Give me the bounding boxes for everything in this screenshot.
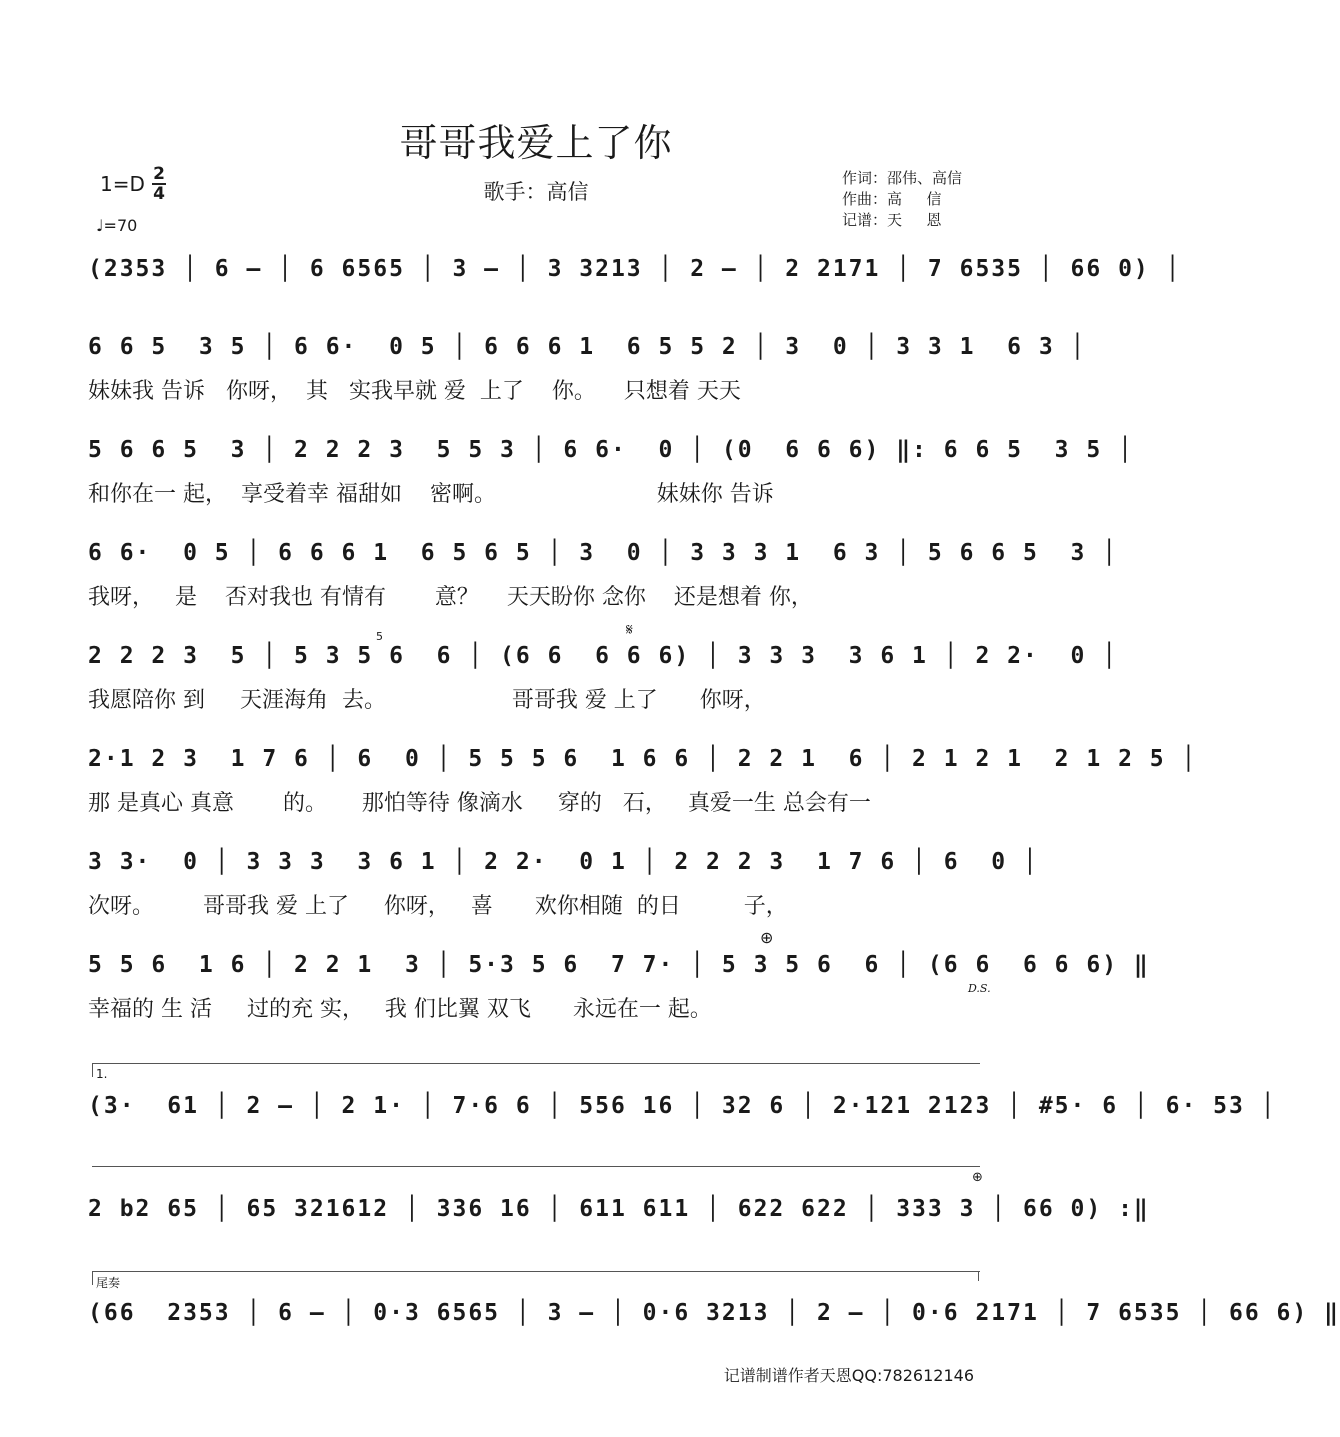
coda-symbol: ⊕ xyxy=(760,928,774,947)
coda-symbol-2: ⊕ xyxy=(972,1170,983,1185)
lyrics-row-7: 次呀。 哥哥我 爱 上了 你呀， 喜 欢你相随 的日 子， xyxy=(88,894,788,919)
time-signature-bottom: 4 xyxy=(153,184,165,204)
notation-row-7: 3 3· 0 │ 3 3 3 3 6 1 │ 2 2· 0 1 │ 2 2 2 3 1 7 6 │ 6 0 │ xyxy=(88,849,1039,875)
composer: 作曲：高 信 xyxy=(842,190,942,208)
outro-tick xyxy=(92,1271,93,1285)
volta-tick xyxy=(92,1063,93,1077)
song-title: 哥哥我爱上了你 xyxy=(399,121,673,165)
notation-row-3: 5 6 6 5 3 │ 2 2 2 3 5 5 3 │ 6 6· 0 │ (0 6 6 6) ‖: 6 6 5 3 5 │ xyxy=(88,437,1134,463)
notation-row-2: 6 6 5 3 5 │ 6 6· 0 5 │ 6 6 6 1 6 5 5 2 │ 3 0 │ 3 3 1 6 3 │ xyxy=(88,334,1087,360)
outro-line xyxy=(92,1271,980,1272)
footer-credit: 记谱制谱作者天恩QQ:782612146 xyxy=(723,1366,974,1385)
notation-row-1: (2353 │ 6 – │ 6 6565 │ 3 – │ 3 3213 │ 2 – │ 2 2171 │ 7 6535 │ 66 0) │ xyxy=(88,256,1182,282)
outro-label: 尾奏 xyxy=(96,1276,121,1290)
notation-row-8: 5 5 6 1 6 │ 2 2 1 3 │ 5·3 5 6 7 7· │ 5 3 5 6 6 │ (6 6 6 6 6) ‖ xyxy=(88,952,1150,978)
ds-marking: D.S. xyxy=(968,982,991,995)
notation-row-11: (66 2353 │ 6 – │ 0·3 6565 │ 3 – │ 0·6 3213 │ 2 – │ 0·6 2171 │ 7 6535 │ 66 6) ‖ xyxy=(88,1300,1340,1326)
segno-symbol: 𝄋 xyxy=(626,620,633,639)
lyrics-row-6: 那 是真心 真意 的。 那怕等待 像滴水 穿的 石， 真爱一生 总会有一 xyxy=(88,791,871,816)
volta-end-line xyxy=(92,1166,980,1167)
tempo-mark: ♩=70 xyxy=(96,216,138,235)
notation-row-4: 6 6· 0 5 │ 6 6 6 1 6 5 6 5 │ 3 0 │ 3 3 3 1 6 3 │ 5 6 6 5 3 │ xyxy=(88,540,1119,566)
time-signature xyxy=(152,165,166,203)
outro-tick-right xyxy=(978,1271,979,1281)
transcriber: 记谱：天 恩 xyxy=(842,211,942,229)
volta-line xyxy=(92,1063,980,1064)
notation-row-6: 2·1 2 3 1 7 6 │ 6 0 │ 5 5 5 6 1 6 6 │ 2 2 1 6 │ 2 1 2 1 2 1 2 5 │ xyxy=(88,746,1198,772)
lyricist: 作词：邵伟、高信 xyxy=(842,169,963,187)
grace-note: 5 xyxy=(376,630,383,643)
notation-row-9: (3· 61 │ 2 – │ 2 1· │ 7·6 6 │ 556 16 │ 32 6 │ 2·121 2123 │ #5· 6 │ 6· 53 │ xyxy=(88,1093,1277,1119)
lyrics-row-3: 和你在一 起， 享受着幸 福甜如 密啊。 妹妹你 告诉 xyxy=(88,482,774,507)
lyrics-row-2: 妹妹我 告诉 你呀， 其 实我早就 爱 上了 你。 只想着 天天 xyxy=(88,379,741,404)
notation-row-5: 2 2 2 3 5 │ 5 3 5 6 6 │ (6 6 6 6 6) │ 3 3 3 3 6 1 │ 2 2· 0 │ xyxy=(88,643,1119,669)
credits xyxy=(842,168,962,231)
lyrics-row-4: 我呀， 是 否对我也 有情有 意？ 天天盼你 念你 还是想着 你， xyxy=(88,585,813,610)
singer-label: 歌手：高信 xyxy=(483,180,589,204)
notation-row-10: 2 b2 65 │ 65 321612 │ 336 16 │ 611 611 │ 622 622 │ 333 3 │ 66 0) :‖ xyxy=(88,1196,1150,1222)
time-signature-top: 2 xyxy=(153,164,165,184)
volta-1-label: 1. xyxy=(96,1067,108,1081)
key-signature: 1=D xyxy=(100,172,145,196)
lyrics-row-5: 我愿陪你 到 天涯海角 去。 哥哥我 爱 上了 你呀， xyxy=(88,688,766,713)
lyrics-row-8: 幸福的 生 活 过的充 实， 我 们比翼 双飞 永远在一 起。 xyxy=(88,997,712,1022)
